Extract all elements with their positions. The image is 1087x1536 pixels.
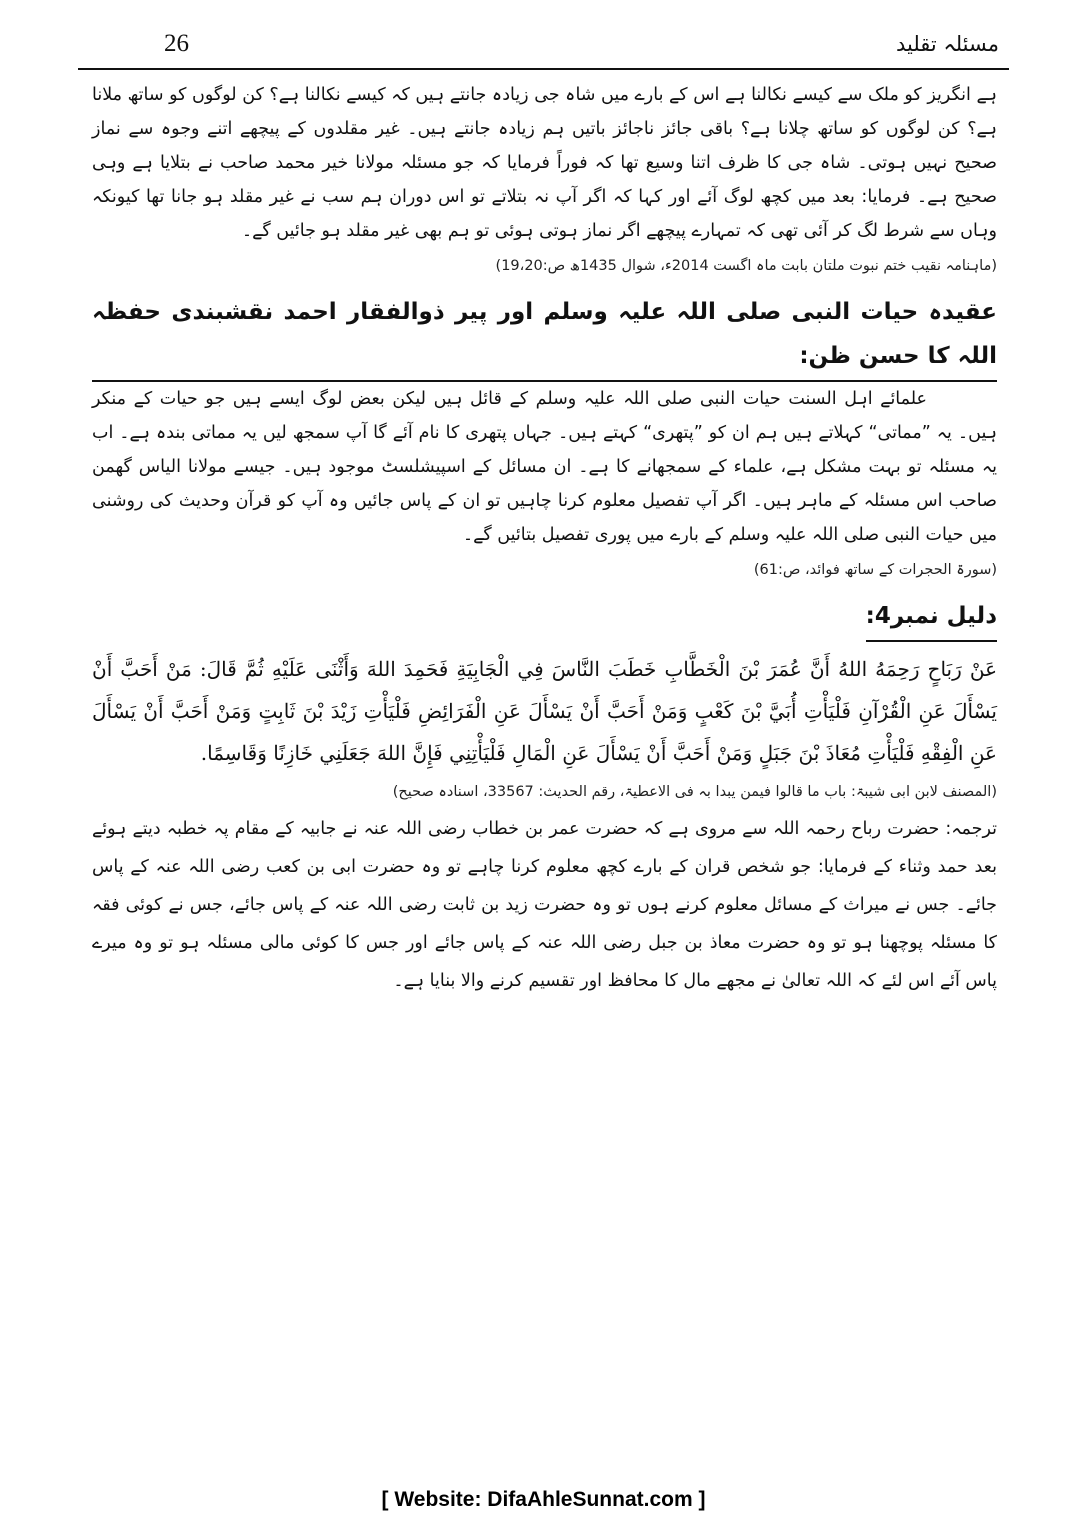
- translation-paragraph: ترجمہ: حضرت رباح رحمہ اللہ سے مروی ہے کہ حضرت عمر بن خطاب رضی اللہ عنہ نے جابیہ کے مقام پہ خطبہ دیتے ہوئے بعد حمد وثناء کے فرمایا: جو شخص قران کے بارے کچھ معلوم کرنا چاہے تو وہ حضرت ابی بن کعب رضی اللہ عنہ کے پاس جائے۔ جس نے میراث کے مسائل معلوم کرنے ہوں تو وہ حضرت زید بن ثابت رضی اللہ عنہ کے پاس جائے، جس نے کوئی فقہ کا مسئلہ پوچھنا ہو تو وہ حضرت معاذ بن جبل رضی اللہ عنہ کے پاس جائے اور جس کا کوئی مالی مسئلہ ہو تو وہ میرے پاس آئے اس لئے کہ اللہ تعالیٰ نے مجھے مال کا محافظ اور تقسیم کرنے والا بنایا ہے۔: [92, 819, 997, 991]
- website-footer: [ Website: DifaAhleSunnat.com ]: [381, 1488, 706, 1511]
- citation-2: (سورۃ الحجرات کے ساتھ فوائد، ص:61): [753, 562, 997, 578]
- paragraph-1: ہے انگریز کو ملک سے کیسے نکالنا ہے اس کے بارے میں شاہ جی زیادہ جانتے ہیں کہ کیسے نکالنا ہے؟ کن لوگوں کو ساتھ ملانا ہے؟ کن لوگوں کو ساتھ چلانا ہے؟ باقی جائز ناجائز باتیں ہم زیادہ جانتے ہیں۔ غیر مقلدوں کے پیچھے اتنے وجوہ سے نماز صحیح نہیں ہوتی۔ شاہ جی کا ظرف اتنا وسیع تھا کہ فوراً فرمایا کہ جو مسئلہ مولانا خیر محمد صاحب نے بتلایا ہے وہی صحیح ہے۔ فرمایا: بعد میں کچھ لوگ آئے اور کہا کہ اگر آپ نہ بتلاتے تو اس دوران ہم سب نے غیر مقلد ہو جانا تھا کیونکہ وہاں سے شرط لگ کر آئی تھی کہ تمہارے پیچھے اگر نماز ہوتی ہوئی تو ہم بھی غیر مقلد ہو جائیں گے۔: [92, 85, 997, 241]
- page-header: [78, 30, 1009, 70]
- page-number: 26: [164, 30, 189, 57]
- section-heading-text: عقیدہ حیات النبی صلی اللہ علیہ وسلم اور پیر ذوالفقار احمد نقشبندی حفظہ اللہ کا حسن ظن:: [92, 290, 997, 382]
- arabic-hadith-text: عَنْ رَبَاحٍ رَحِمَهُ اللهُ أَنَّ عُمَرَ بْنَ الْخَطَّابِ خَطَبَ النَّاسَ فِي الْجَابِيَةِ فَحَمِدَ اللهَ وَأَثْنَى عَلَيْهِ ثُمَّ قَالَ: مَنْ أَحَبَّ أَنْ يَسْأَلَ عَنِ الْقُرْآنِ فَلْيَأْتِ أُبَيَّ بْنَ كَعْبٍ وَمَنْ أَحَبَّ أَنْ يَسْأَلَ عَنِ الْفَرَائِضِ فَلْيَأْتِ زَيْدَ بْنَ ثَابِتٍ وَمَنْ أَحَبَّ أَنْ يَسْأَلَ عَنِ الْفِقْهِ فَلْيَأْتِ مُعَاذَ بْنَ جَبَلٍ وَمَنْ أَحَبَّ أَنْ يَسْأَلَ عَنِ الْمَالِ فَلْيَأْتِنِي فَإِنَّ اللهَ جَعَلَنِي خَازِنًا وَقَاسِمًا.: [92, 657, 997, 765]
- running-title: مسئلہ تقلید: [895, 32, 999, 56]
- paragraph-2: علمائے اہل السنت حیات النبی صلی اللہ علیہ وسلم کے قائل ہیں لیکن بعض لوگ ایسے ہیں جو حیات کے منکر ہیں۔ یہ ”مماتی“ کہلاتے ہیں ہم ان کو ”پتھری“ کہتے ہیں۔ جہاں پتھری کا نام آئے گا آپ سمجھ لیں یہ مماتی بندہ ہے۔ اب یہ مسئلہ تو بہت مشکل ہے، علماء کے سمجھانے کا ہے۔ ان مسائل کے اسپیشلسٹ موجود ہیں۔ جیسے مولانا الیاس گھمن صاحب اس مسئلہ کے ماہر ہیں۔ اگر آپ تفصیل معلوم کرنا چاہیں تو ان کے پاس جائیں وہ آپ کو قرآن وحدیث کی روشنی میں حیات النبی صلی اللہ علیہ وسلم کے بارے میں پوری تفصیل بتائیں گے۔: [92, 389, 997, 545]
- header-divider: [78, 68, 1009, 70]
- page-body: [92, 78, 997, 1000]
- section-heading-hayat-un-nabi: [92, 290, 997, 382]
- citation-1: (ماہنامہ نقیب ختم نبوت ملتان بابت ماہ اگست 2014ء، شوال 1435ھ ص:19،20): [495, 258, 997, 274]
- section-heading-dalil-4: [92, 594, 997, 642]
- citation-3: (المصنف لابن ابی شیبۃ: باب ما قالوا فیمن یبدا بہ فی الاعطیۃ، رقم الحدیث: 33567، اسنادہ صحیح): [392, 784, 997, 800]
- dalil-heading-text: دلیل نمبر4:: [866, 594, 997, 642]
